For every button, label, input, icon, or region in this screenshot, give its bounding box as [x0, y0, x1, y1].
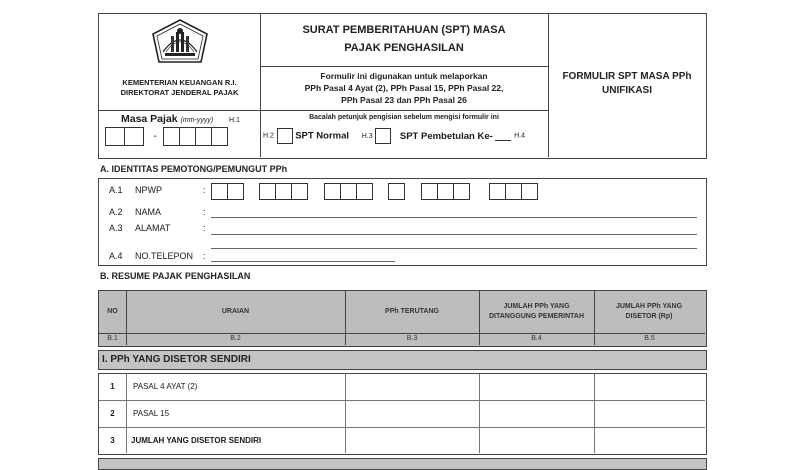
year-digit-box[interactable]	[163, 127, 180, 146]
disetor-input[interactable]	[595, 401, 705, 427]
npwp-digit-box[interactable]	[521, 183, 538, 200]
col-code-b3: B.3	[406, 335, 418, 342]
col-header-ditanggung: JUMLAH PPh YANG DITANGGUNG PEMERINTAH	[488, 303, 585, 320]
form-type-title	[548, 70, 706, 98]
row-uraian: PASAL 15	[133, 409, 170, 418]
spt-title	[260, 21, 548, 57]
divider	[99, 110, 260, 111]
col-header-no: NO	[107, 308, 118, 315]
spt-title-line-1: SURAT PEMBERITAHUAN (SPT) MASA	[302, 24, 506, 36]
field-code-h4: H.4	[514, 132, 525, 140]
group-header-disetor-sendiri	[98, 350, 707, 370]
ditanggung-input[interactable]	[480, 374, 594, 400]
form-purpose	[260, 70, 548, 106]
field-code-h2: H.2	[263, 132, 274, 140]
field-code-a2: A.2	[109, 207, 123, 217]
telepon-label: NO.TELEPON	[135, 251, 194, 261]
field-code-a1: A.1	[109, 185, 123, 195]
npwp-digit-box[interactable]	[489, 183, 506, 200]
npwp-digit-box[interactable]	[291, 183, 308, 200]
masa-pajak-block	[99, 112, 260, 156]
nama-label: NAMA	[135, 207, 162, 217]
alamat-label: ALAMAT	[135, 223, 171, 233]
year-digit-box[interactable]	[179, 127, 196, 146]
masa-pajak-label: Masa Pajak	[121, 113, 178, 125]
alamat-input-line-2[interactable]	[211, 248, 697, 249]
row-no: 2	[110, 409, 115, 418]
terutang-input[interactable]	[346, 401, 479, 427]
year-digit-box[interactable]	[211, 127, 228, 146]
col-code-b1: B.1	[107, 335, 118, 342]
npwp-digit-box[interactable]	[259, 183, 276, 200]
section-a-box	[98, 178, 707, 266]
divider	[260, 66, 548, 67]
col-header-terutang: PPh TERUTANG	[385, 308, 439, 315]
npwp-digit-box[interactable]	[324, 183, 341, 200]
spt-normal-label: SPT Normal	[295, 130, 350, 142]
year-digit-box[interactable]	[195, 127, 212, 146]
month-digit-box[interactable]	[105, 127, 125, 146]
col-header-disetor: JUMLAH PPh YANG DISETOR (Rp)	[615, 303, 683, 320]
resume-table-body	[98, 373, 707, 455]
colon: :	[203, 185, 206, 195]
npwp-input[interactable]	[211, 183, 537, 201]
terutang-total-input[interactable]	[346, 428, 479, 453]
disetor-input[interactable]	[595, 374, 705, 400]
npwp-digit-box[interactable]	[421, 183, 438, 200]
npwp-digit-box[interactable]	[340, 183, 357, 200]
row-uraian: PASAL 4 AYAT (2)	[133, 382, 198, 391]
npwp-digit-box[interactable]	[227, 183, 244, 200]
ditanggung-total-input[interactable]	[480, 428, 594, 453]
npwp-label: NPWP	[135, 185, 162, 195]
kemenkeu-emblem-icon	[149, 18, 211, 66]
purpose-line-1: Formulir ini digunakan untuk melaporkan	[320, 71, 488, 81]
next-group-header	[98, 458, 707, 470]
col-code-b2: B.2	[230, 335, 241, 342]
npwp-digit-box[interactable]	[505, 183, 522, 200]
npwp-digit-box[interactable]	[356, 183, 373, 200]
date-separator: -	[153, 131, 157, 142]
table-header	[98, 290, 707, 347]
purpose-line-3: PPh Pasal 23 dan PPh Pasal 26	[341, 95, 467, 105]
npwp-digit-box[interactable]	[211, 183, 228, 200]
npwp-digit-box[interactable]	[437, 183, 454, 200]
field-code-a4: A.4	[109, 251, 123, 261]
colon: :	[203, 207, 206, 217]
npwp-digit-box[interactable]	[275, 183, 292, 200]
field-code-h3: H.3	[361, 132, 373, 140]
masa-pajak-input[interactable]	[105, 127, 227, 146]
spt-pembetulan-label: SPT Pembetulan Ke-	[399, 130, 493, 142]
row-no: 3	[110, 436, 115, 445]
col-header-uraian: URAIAN	[221, 308, 250, 315]
alamat-input[interactable]	[211, 234, 697, 235]
colon: :	[203, 251, 206, 261]
instruction-text: Bacalah petunjuk pengisian sebelum mengisi formulir ini	[309, 114, 499, 121]
group-title: I. PPh YANG DISETOR SENDIRI	[102, 354, 251, 365]
section-a-title: A. IDENTITAS PEMOTONG/PEMUNGUT PPh	[100, 164, 288, 174]
form-type-line-1: FORMULIR SPT MASA PPh	[562, 71, 692, 82]
telepon-input[interactable]	[211, 261, 395, 262]
terutang-input[interactable]	[346, 374, 479, 400]
row-no: 1	[110, 382, 115, 391]
field-code-a3: A.3	[109, 223, 123, 233]
ministry-line-1: KEMENTERIAN KEUANGAN R.I.	[122, 78, 237, 87]
ministry-name	[99, 78, 260, 98]
col-code-b4: B.4	[531, 335, 542, 342]
disetor-total-input[interactable]	[595, 428, 705, 453]
spt-pembetulan-checkbox[interactable]	[375, 128, 391, 144]
field-code-h1: H.1	[229, 117, 240, 124]
spt-normal-checkbox[interactable]	[277, 128, 293, 144]
colon: :	[203, 223, 206, 233]
pembetulan-ke-input[interactable]	[495, 131, 511, 141]
spt-type-options	[263, 128, 548, 144]
npwp-digit-box[interactable]	[453, 183, 470, 200]
divider	[260, 110, 548, 111]
masa-pajak-format: (mm-yyyy)	[180, 117, 214, 124]
nama-input[interactable]	[211, 217, 697, 218]
row-uraian-total: JUMLAH YANG DISETOR SENDIRI	[131, 436, 262, 445]
ditanggung-input[interactable]	[480, 401, 594, 427]
section-b-title: B. RESUME PAJAK PENGHASILAN	[100, 271, 251, 281]
col-code-b5: B.5	[644, 335, 655, 342]
spt-title-line-2: PAJAK PENGHASILAN	[344, 42, 464, 54]
month-digit-box[interactable]	[124, 127, 144, 146]
form-type-line-2: UNIFIKASI	[602, 85, 652, 96]
npwp-digit-box[interactable]	[388, 183, 405, 200]
ministry-line-2: DIREKTORAT JENDERAL PAJAK	[120, 88, 239, 97]
purpose-line-2: PPh Pasal 4 Ayat (2), PPh Pasal 15, PPh Pasal 22,	[304, 83, 504, 93]
form-header	[98, 13, 707, 159]
